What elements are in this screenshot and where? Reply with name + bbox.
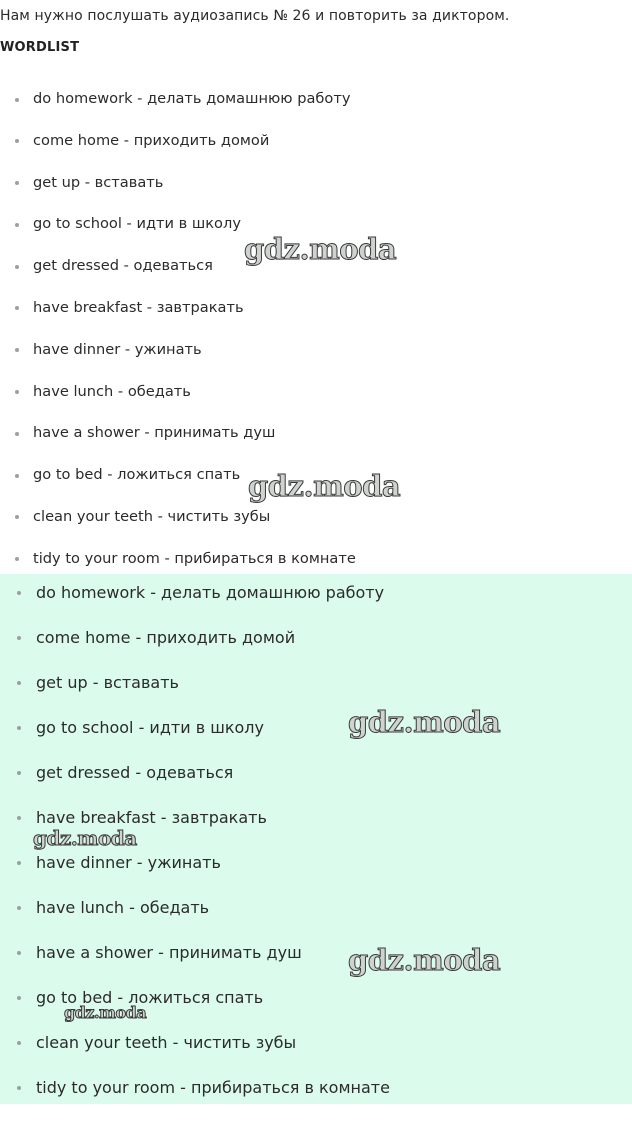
wordlist-heading: WORDLIST (0, 40, 80, 55)
list-item: get up - вставать (0, 162, 632, 204)
list-item: go to bed - ложиться спать (0, 975, 632, 1020)
list-item: tidy to your room - прибираться в комнате (0, 538, 632, 580)
watermark-logo: gdz.moda (33, 826, 137, 850)
list-item: tidy to your room - прибираться в комнате (0, 1065, 632, 1110)
watermark-logo: gdz.moda (248, 469, 401, 503)
list-item: have dinner - ужинать (0, 840, 632, 885)
wordlist (0, 78, 632, 580)
list-item: go to school - идти в школу (0, 705, 632, 750)
list-item: have breakfast - завтракать (0, 287, 632, 329)
watermark-logo: gdz.moda (348, 943, 501, 977)
list-item: get dressed - одеваться (0, 750, 632, 795)
list-item: get dressed - одеваться (0, 245, 632, 287)
watermark-logo: gdz.moda (244, 232, 397, 266)
list-item: have breakfast - завтракать (0, 795, 632, 840)
list-item: have a shower - принимать душ (0, 412, 632, 454)
watermark-logo: gdz.moda (348, 705, 501, 739)
list-item: get up - вставать (0, 660, 632, 705)
list-item: have lunch - обедать (0, 371, 632, 413)
list-item: come home - приходить домой (0, 615, 632, 660)
list-item: come home - приходить домой (0, 120, 632, 162)
list-item: have a shower - принимать душ (0, 930, 632, 975)
list-item: go to bed - ложиться спать (0, 454, 632, 496)
list-item: go to school - идти в школу (0, 203, 632, 245)
list-item: clean your teeth - чистить зубы (0, 1020, 632, 1065)
list-item: have dinner - ужинать (0, 329, 632, 371)
watermark-logo: gdz.moda (64, 1003, 147, 1022)
highlighted-wordlist (0, 570, 632, 1110)
list-item: clean your teeth - чистить зубы (0, 496, 632, 538)
list-item: do homework - делать домашнюю работу (0, 570, 632, 615)
list-item: do homework - делать домашнюю работу (0, 78, 632, 120)
list-item: have lunch - обедать (0, 885, 632, 930)
instruction-text: Нам нужно послушать аудиозапись № 26 и повторить за диктором. (0, 8, 510, 24)
